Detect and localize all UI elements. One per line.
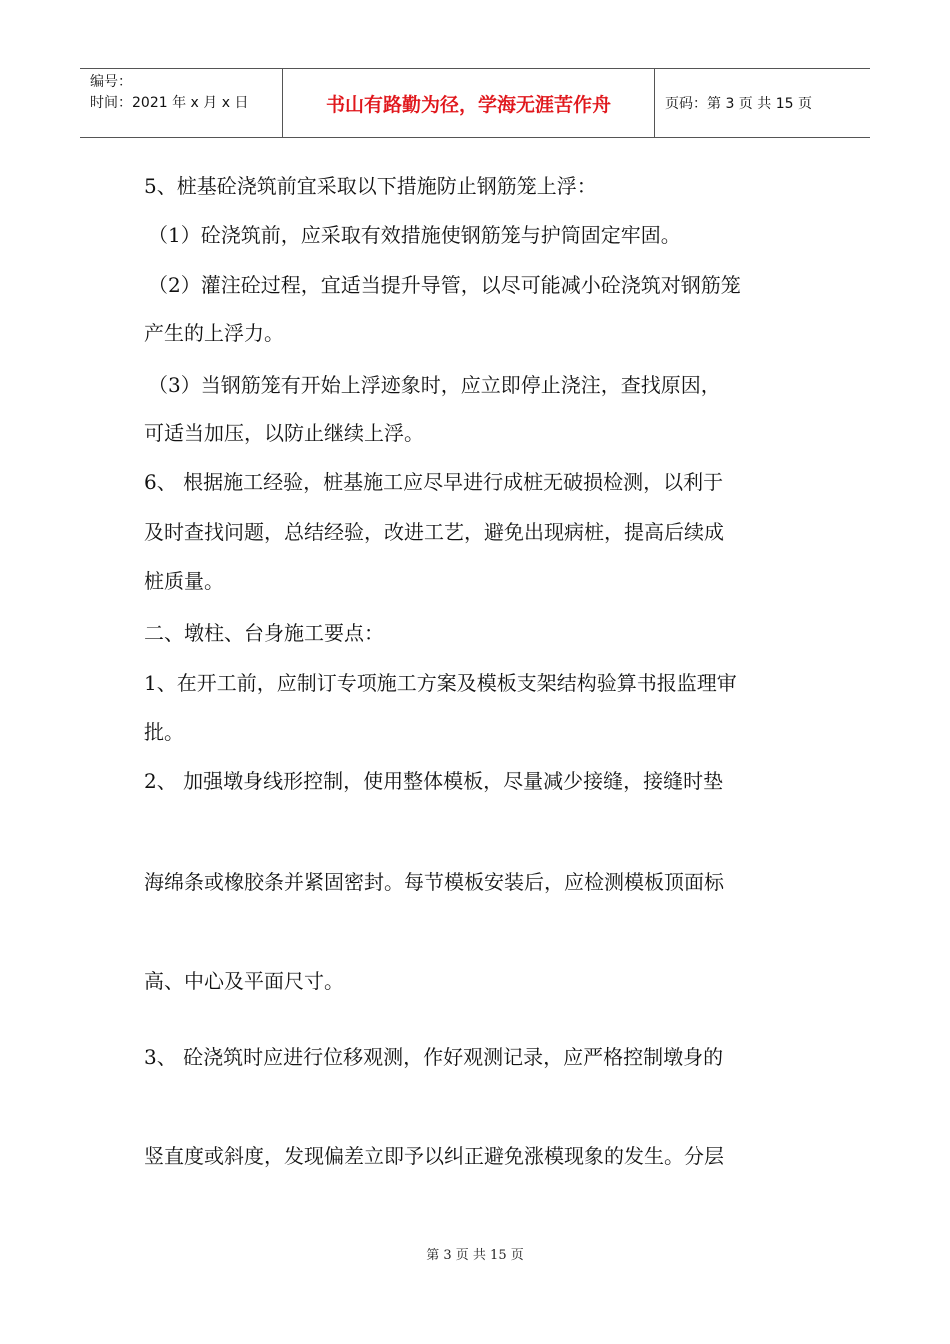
text-line: 及时查找问题，总结经验，改进工艺，避免出现病桩，提高后续成 <box>144 520 724 544</box>
text-line: 海绵条或橡胶条并紧固密封。每节模板安装后，应检测模板顶面标 <box>144 870 724 894</box>
text-line: 竖直度或斜度，发现偏差立即予以纠正避免涨模现象的发生。分层 <box>144 1144 724 1168</box>
header-page-info: 页码：第 3 页 共 15 页 <box>665 96 812 112</box>
header-meta <box>80 69 282 137</box>
text-line: 高、中心及平面尺寸。 <box>144 969 344 993</box>
text-line: （1）砼浇筑前，应采取有效措施使钢筋笼与护筒固定牢固。 <box>148 223 681 247</box>
text-line: 2、 加强墩身线形控制，使用整体模板，尽量减少接缝，接缝时垫 <box>144 769 724 793</box>
text-line: 1、在开工前，应制订专项施工方案及模板支架结构验算书报监理审 <box>144 671 737 695</box>
text-line: （2）灌注砼过程，宜适当提升导管，以尽可能减小砼浇筑对钢筋笼 <box>148 273 741 297</box>
text-line: （3）当钢筋笼有开始上浮迹象时，应立即停止浇注，查找原因， <box>148 373 721 397</box>
document-number-label: 编号： <box>90 74 132 90</box>
text-line: 3、 砼浇筑时应进行位移观测，作好观测记录，应严格控制墩身的 <box>144 1045 724 1069</box>
text-line: 6、 根据施工经验，桩基施工应尽早进行成桩无破损检测，以利于 <box>144 470 724 494</box>
text-line: 可适当加压，以防止继续上浮。 <box>144 421 424 445</box>
document-time-label: 时间：2021 年 x 月 x 日 <box>90 95 249 111</box>
page-footer: 第 3 页 共 15 页 <box>426 1248 524 1263</box>
text-line: 产生的上浮力。 <box>144 321 284 345</box>
section-heading: 二、墩柱、台身施工要点： <box>144 621 384 645</box>
text-line: 5、桩基砼浇筑前宜采取以下措施防止钢筋笼上浮： <box>144 174 597 198</box>
text-line: 批。 <box>144 720 184 744</box>
header-motto: 书山有路勤为径，学海无涯苦作舟 <box>282 69 655 137</box>
page-header <box>80 68 870 138</box>
text-line: 桩质量。 <box>144 569 224 593</box>
